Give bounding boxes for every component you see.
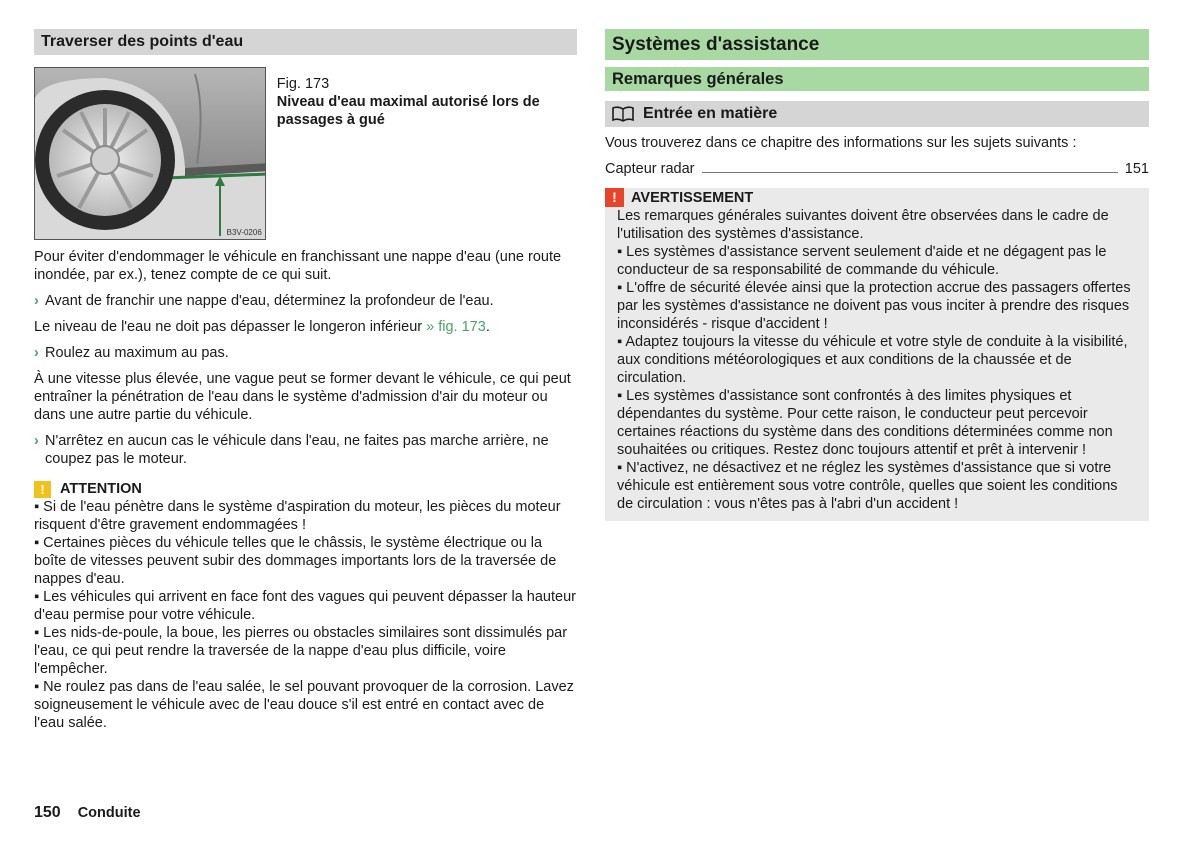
toc-entry[interactable] bbox=[605, 160, 1149, 178]
step-item bbox=[34, 292, 577, 310]
figure-row bbox=[34, 67, 577, 240]
toc-leader bbox=[702, 172, 1117, 173]
right-column bbox=[605, 29, 1149, 521]
step-text: N'arrêtez en aucun cas le véhicule dans l'eau, ne faites pas marche arrière, ne coupez pas le moteur. bbox=[45, 433, 549, 467]
figure-caption bbox=[277, 67, 577, 240]
arrow-icon: › bbox=[34, 293, 39, 309]
intro-heading-text: Entrée en matière bbox=[643, 105, 778, 122]
intro-text: Vous trouverez dans ce chapitre des informations sur les sujets suivants : bbox=[605, 135, 1077, 151]
attention-item: ▪ Ne roulez pas dans de l'eau salée, le sel pouvant provoquer de la corrosion. Lavez soigneusement le véhicule avec de l'eau douce s'il est entré en contact avec de l'eau salée. bbox=[34, 679, 574, 731]
toc-page: 151 bbox=[1124, 161, 1149, 177]
step-item bbox=[34, 432, 577, 468]
arrow-icon: › bbox=[34, 345, 39, 361]
car-wheel-illustration bbox=[35, 68, 266, 239]
water-level-text: Le niveau de l'eau ne doit pas dépasser le longeron inférieur bbox=[34, 319, 423, 335]
water-level-paragraph: Le niveau de l'eau ne doit pas dépasser le longeron inférieur » fig. 173. bbox=[34, 319, 490, 335]
section-title: Remarques générales bbox=[605, 67, 1149, 91]
attention-item: ▪ Si de l'eau pénètre dans le système d'aspiration du moteur, les pièces du moteur risquent d'être gravement endommagées ! bbox=[34, 499, 561, 533]
warning-body bbox=[605, 207, 1137, 513]
figure-reference-link[interactable]: » fig. 173 bbox=[426, 319, 486, 335]
warning-title: AVERTISSEMENT bbox=[631, 189, 754, 206]
arrow-icon: › bbox=[34, 433, 39, 449]
figure-title: Niveau d'eau maximal autorisé lors de passages à gué bbox=[276, 94, 540, 128]
chapter-name: Conduite bbox=[77, 805, 141, 821]
page-number: 150 bbox=[34, 804, 61, 821]
step-item bbox=[34, 344, 577, 362]
attention-item: ▪ Les véhicules qui arrivent en face font des vagues qui peuvent dépasser la hauteur d'eau permise pour votre véhicule. bbox=[34, 589, 576, 623]
step-text: Roulez au maximum au pas. bbox=[45, 345, 229, 361]
warning-item: Les remarques générales suivantes doivent être observées dans le cadre de l'utilisation des systèmes d'assistance. bbox=[617, 208, 1109, 242]
wave-paragraph: À une vitesse plus élevée, une vague peut se former devant le véhicule, ce qui peut entraîner la pénétration de l'eau dans le système d'admission d'air du moteur ou dans une autre partie du véhicule. bbox=[34, 371, 571, 423]
figure-image-car-wheel bbox=[34, 67, 266, 240]
warning-item: ▪ N'activez, ne désactivez et ne réglez les systèmes d'assistance que si votre véhicule est entièrement sous votre contrôle, quelles que soient les conditions de circulation : vous n'êtes pas à l'abri d'un accident ! bbox=[617, 460, 1118, 512]
warning-header bbox=[605, 188, 1137, 207]
left-column bbox=[34, 29, 577, 732]
warning-icon: ! bbox=[605, 188, 624, 207]
warning-item: ▪ Adaptez toujours la vitesse du véhicule et votre style de conduite à la visibilité, aux conditions météorologiques et aux conditions de la chaussée et de circulation. bbox=[617, 334, 1128, 386]
attention-body bbox=[34, 498, 577, 732]
figure-code: B3V-0206 bbox=[226, 228, 262, 237]
intro-heading bbox=[605, 101, 1149, 127]
page-footer bbox=[34, 804, 141, 822]
figure-number: Fig. 173 bbox=[276, 76, 330, 92]
step-text: Avant de franchir une nappe d'eau, déterminez la profondeur de l'eau. bbox=[45, 293, 494, 309]
attention-item: ▪ Certaines pièces du véhicule telles que le châssis, le système électrique ou la boîte de vitesses peuvent subir des dommages importants lors de la traversée de nappes d'eau. bbox=[34, 535, 557, 587]
warning-box bbox=[605, 188, 1149, 521]
book-icon bbox=[612, 106, 634, 122]
warning-item: ▪ Les systèmes d'assistance sont confrontés à des limites physiques et dépendantes du système. Pour cette raison, le conducteur peut percevoir certaines réactions du système dans des conditions déterminées comme non souhaitées ou critiques. Restez donc toujours attentif et prêt à intervenir ! bbox=[617, 388, 1113, 458]
attention-item: ▪ Les nids-de-poule, la boue, les pierres ou obstacles similaires sont dissimulés par l'eau, ce qui peut rendre la traversée de la nappe d'eau plus difficile, voire l'empêcher. bbox=[34, 625, 568, 677]
attention-header bbox=[34, 480, 577, 498]
attention-title: ATTENTION bbox=[60, 481, 142, 497]
intro-paragraph: Pour éviter d'endommager le véhicule en franchissant une nappe d'eau (une route inondée, par ex.), tenez compte de ce qui suit. bbox=[34, 249, 562, 283]
toc-label: Capteur radar bbox=[605, 161, 695, 177]
warning-item: ▪ L'offre de sécurité élevée ainsi que la protection accrue des passagers offertes par les systèmes d'assistance ne doivent pas vous inciter à prendre des risques inconsidérés - risque d'accident ! bbox=[617, 280, 1131, 332]
chapter-title: Systèmes d'assistance bbox=[605, 29, 1149, 60]
warning-item: ▪ Les systèmes d'assistance servent seulement d'aide et ne dégagent pas le conducteur de sa responsabilité de commande du véhicule. bbox=[617, 244, 1107, 278]
section-heading: Traverser des points d'eau bbox=[34, 29, 577, 55]
attention-icon: ! bbox=[34, 481, 51, 498]
attention-box bbox=[34, 480, 577, 732]
